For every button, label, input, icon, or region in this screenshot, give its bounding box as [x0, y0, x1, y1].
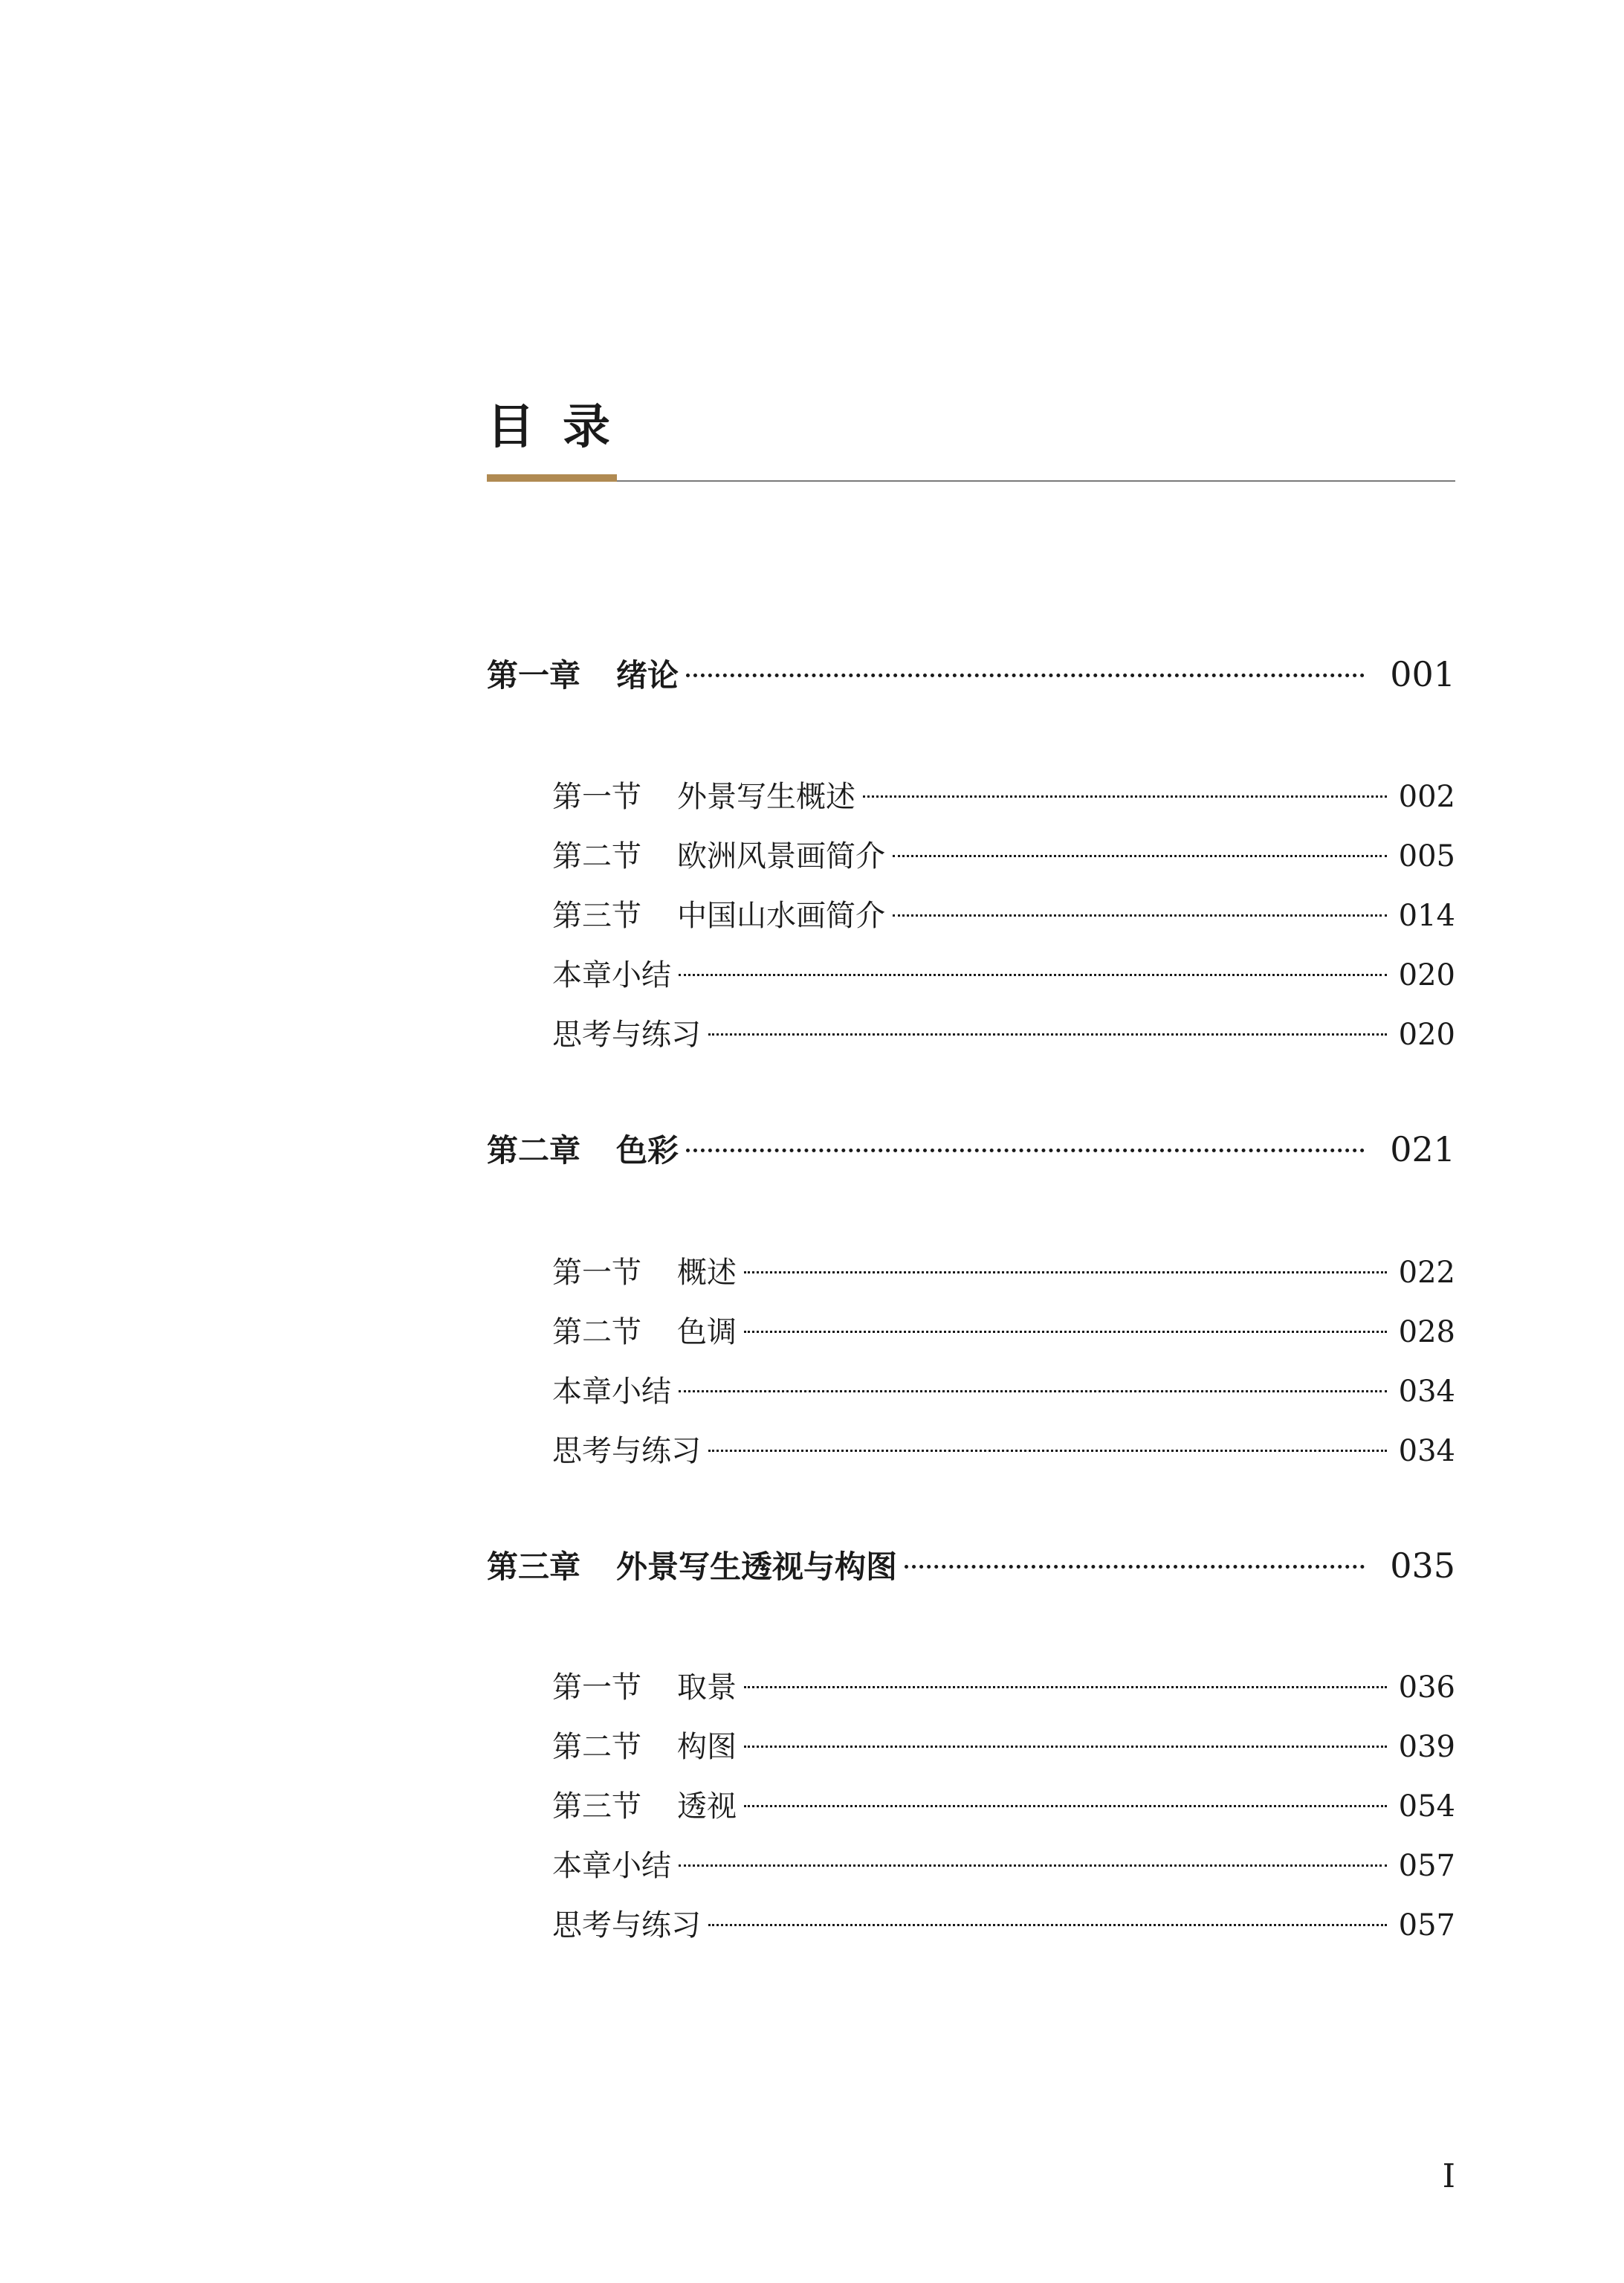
- toc-section-entry[interactable]: [552, 1308, 1455, 1350]
- page-number-ref: 057: [1398, 1908, 1455, 1943]
- section-title: 欧洲风景画简介: [677, 839, 885, 874]
- dot-leader: [893, 855, 1387, 857]
- dot-leader: [686, 674, 1365, 677]
- chapter-title: 外景写生透视与构图: [616, 1549, 898, 1585]
- section-number: 第二节: [552, 1730, 641, 1764]
- toc-section-entry[interactable]: [552, 892, 1455, 934]
- toc-section-entry[interactable]: [552, 1427, 1455, 1469]
- section-title: 取景: [677, 1670, 737, 1705]
- section-title: 外景写生概述: [677, 780, 855, 814]
- dot-leader: [893, 914, 1387, 917]
- toc-section-entry[interactable]: [552, 1368, 1455, 1409]
- page-number-ref: 028: [1398, 1315, 1455, 1349]
- toc-section-entry[interactable]: [552, 1011, 1455, 1053]
- page-number-ref: 001: [1390, 654, 1455, 694]
- dot-leader: [679, 1864, 1387, 1867]
- dot-leader: [679, 974, 1387, 976]
- dot-leader: [686, 1149, 1365, 1152]
- dot-leader: [744, 1686, 1387, 1688]
- chapter-number: 第一章: [487, 657, 581, 694]
- chapter-title: 绪论: [616, 657, 679, 694]
- section-title: 本章小结: [552, 958, 671, 992]
- dot-leader: [708, 1033, 1387, 1036]
- toc-section-entry[interactable]: [552, 833, 1455, 874]
- toc-chapter-entry[interactable]: [487, 651, 1455, 696]
- page-number-ref: 054: [1398, 1789, 1455, 1824]
- section-title: 透视: [677, 1789, 737, 1824]
- section-number: 第三节: [552, 1789, 641, 1824]
- page-number-ref: 020: [1398, 1018, 1455, 1052]
- chapter-number: 第二章: [487, 1132, 581, 1169]
- section-number: 第一节: [552, 1670, 641, 1705]
- section-title: 构图: [677, 1730, 737, 1764]
- page-number-ref: 039: [1398, 1730, 1455, 1764]
- dot-leader: [708, 1450, 1387, 1452]
- section-title: 本章小结: [552, 1849, 671, 1883]
- section-title: 思考与练习: [552, 1018, 701, 1052]
- toc-section-entry[interactable]: [552, 952, 1455, 993]
- section-number: 第二节: [552, 839, 641, 874]
- page-number: I: [1442, 2157, 1455, 2195]
- page-number-ref: 036: [1398, 1670, 1455, 1705]
- page-number-ref: 021: [1390, 1129, 1455, 1169]
- section-title: 思考与练习: [552, 1908, 701, 1943]
- chapter-title: 色彩: [616, 1132, 679, 1169]
- toc-chapter-entry[interactable]: [487, 1543, 1455, 1587]
- dot-leader: [679, 1390, 1387, 1392]
- page-number-ref: 022: [1398, 1256, 1455, 1290]
- section-number: 第二节: [552, 1315, 641, 1349]
- section-number: 第一节: [552, 780, 641, 814]
- page-number-ref: 034: [1398, 1375, 1455, 1409]
- toc-chapter-entry[interactable]: [487, 1126, 1455, 1171]
- toc-section-entry[interactable]: [552, 1664, 1455, 1705]
- section-title: 概述: [677, 1256, 737, 1290]
- toc-section-entry[interactable]: [552, 1783, 1455, 1824]
- dot-leader: [744, 1331, 1387, 1333]
- section-title: 中国山水画简介: [677, 899, 885, 933]
- page-number-ref: 057: [1398, 1849, 1455, 1883]
- toc-section-entry[interactable]: [552, 1842, 1455, 1884]
- chapter-number: 第三章: [487, 1549, 581, 1585]
- dot-leader: [744, 1746, 1387, 1748]
- dot-leader: [905, 1565, 1365, 1569]
- section-title: 思考与练习: [552, 1434, 701, 1468]
- page-number-ref: 034: [1398, 1434, 1455, 1468]
- page-number-ref: 020: [1398, 958, 1455, 992]
- page-number-ref: 035: [1390, 1546, 1455, 1586]
- page-number-ref: 005: [1398, 839, 1455, 874]
- page-number-ref: 002: [1398, 780, 1455, 814]
- toc-section-entry[interactable]: [552, 1902, 1455, 1943]
- dot-leader: [863, 795, 1387, 798]
- page-number-ref: 014: [1398, 899, 1455, 933]
- dot-leader: [744, 1271, 1387, 1273]
- section-title: 本章小结: [552, 1375, 671, 1409]
- toc-section-entry[interactable]: [552, 773, 1455, 815]
- section-title: 色调: [677, 1315, 737, 1349]
- dot-leader: [744, 1805, 1387, 1807]
- toc-section-entry[interactable]: [552, 1723, 1455, 1765]
- section-number: 第三节: [552, 899, 641, 933]
- dot-leader: [708, 1924, 1387, 1926]
- section-number: 第一节: [552, 1256, 641, 1290]
- toc-section-entry[interactable]: [552, 1249, 1455, 1291]
- page-title: 目录: [487, 400, 638, 455]
